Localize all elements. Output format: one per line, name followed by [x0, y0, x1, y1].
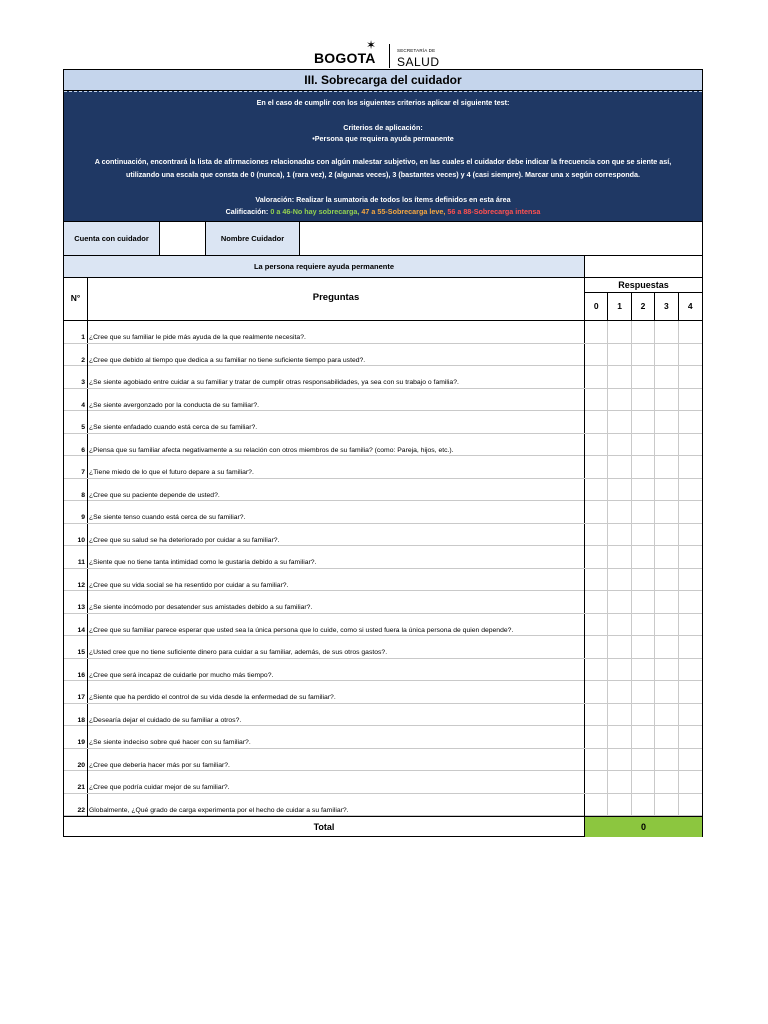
score-mild-burden: 47 a 55-Sobrecarga leve,: [361, 207, 446, 216]
question-cell: [88, 681, 585, 703]
answer-cell-4[interactable]: [679, 794, 702, 816]
column-questions-header: Preguntas: [88, 278, 585, 320]
answer-cell-3[interactable]: [655, 434, 678, 456]
answer-cell-2[interactable]: [632, 501, 655, 523]
answer-cell-1[interactable]: [608, 771, 631, 793]
table-row: [64, 704, 702, 727]
table-row: [64, 546, 702, 569]
answer-cell-1[interactable]: [608, 614, 631, 636]
answer-cell-3[interactable]: [655, 546, 678, 568]
answer-cell-3[interactable]: [655, 771, 678, 793]
answer-cell-0[interactable]: [585, 681, 608, 703]
question-number: [64, 681, 88, 703]
scale-line-2: utilizando una escala que consta de 0 (nunca), 1 (rara vez), 2 (algunas veces), 3 (bastantes veces) y 4 (casi siempre). Marcar una x según corresponda.: [125, 170, 641, 179]
question-cell: [88, 501, 585, 523]
answer-cell-1[interactable]: [608, 546, 631, 568]
answer-cell-1[interactable]: [608, 749, 631, 771]
section-title: III. Sobrecarga del cuidador: [64, 70, 702, 91]
question-number: [64, 434, 88, 456]
table-row: [64, 771, 702, 794]
answer-cell-0[interactable]: [585, 659, 608, 681]
answer-cell-3[interactable]: [655, 659, 678, 681]
answer-cell-1[interactable]: [608, 726, 631, 748]
answer-cell-0[interactable]: [585, 569, 608, 591]
answer-cell-4[interactable]: [679, 411, 702, 433]
question-text: ¿Desearía dejar el cuidado de su familiar a otros?.: [89, 716, 242, 724]
question-text: ¿Cree que será incapaz de cuidarle por mucho más tiempo?.: [89, 671, 274, 679]
question-cell: [88, 389, 585, 411]
option-header: 4: [687, 301, 693, 311]
question-number-text: 16: [77, 671, 85, 679]
answer-cell-1[interactable]: [608, 321, 631, 343]
score-no-burden: 0 a 46-No hay sobrecarga,: [270, 207, 360, 216]
question-cell: [88, 704, 585, 726]
logo-divider: [389, 44, 390, 68]
answer-cell-1[interactable]: [608, 456, 631, 478]
table-row: [64, 321, 702, 344]
answer-cell-2[interactable]: [632, 366, 655, 388]
answer-cell-4[interactable]: [679, 636, 702, 658]
question-number-text: 3: [81, 379, 85, 387]
table-row: [64, 659, 702, 682]
question-text: Globalmente, ¿Qué grado de carga experimenta por el hecho de cuidar a su familiar?.: [89, 806, 349, 814]
question-text: ¿Piensa que su familiar afecta negativamente a su relación con otros miembros de su familia? (como: Pareja, hijos, etc.).: [89, 446, 454, 454]
answer-cell-3[interactable]: [655, 704, 678, 726]
answer-cell-0[interactable]: [585, 501, 608, 523]
answer-cell-3[interactable]: [655, 456, 678, 478]
answer-cell-2[interactable]: [632, 771, 655, 793]
table-row: [64, 636, 702, 659]
column-number-header: N°: [64, 278, 88, 320]
answer-cell-1[interactable]: [608, 659, 631, 681]
question-text: ¿Se siente incómodo por desatender sus amistades debido a su familiar?.: [89, 604, 313, 611]
answer-cell-2[interactable]: [632, 659, 655, 681]
question-number-text: 6: [81, 446, 85, 454]
question-number-text: 7: [81, 469, 85, 477]
question-number: [64, 749, 88, 771]
answer-cell-4[interactable]: [679, 704, 702, 726]
answer-cell-3[interactable]: [655, 366, 678, 388]
table-row: [64, 434, 702, 457]
question-number-text: 21: [77, 784, 85, 792]
answer-cell-3[interactable]: [655, 636, 678, 658]
question-text: ¿Cree que debido al tiempo que dedica a su familiar no tiene suficiente tiempo para usted?.: [89, 356, 366, 364]
question-number: [64, 501, 88, 523]
question-cell: [88, 636, 585, 658]
answer-cell-0[interactable]: [585, 456, 608, 478]
answer-cell-4[interactable]: [679, 726, 702, 748]
question-number-text: 12: [77, 581, 85, 589]
option-header: 0: [585, 293, 608, 320]
answer-cell-0[interactable]: [585, 726, 608, 748]
answer-cell-2[interactable]: [632, 794, 655, 816]
question-number: [64, 524, 88, 546]
answer-cell-4[interactable]: [679, 501, 702, 523]
answer-cell-1[interactable]: [608, 794, 631, 816]
question-cell: [88, 591, 585, 613]
answer-cell-2[interactable]: [632, 569, 655, 591]
answer-cell-1[interactable]: [608, 681, 631, 703]
answer-cell-2[interactable]: [632, 434, 655, 456]
table-row: [64, 794, 702, 817]
answer-cell-3[interactable]: [655, 569, 678, 591]
question-text: ¿Usted cree que no tiene suficiente dinero para cuidar a su familiar, además, de sus otros gastos?.: [89, 649, 388, 656]
table-row: [64, 501, 702, 524]
question-text: ¿Tiene miedo de lo que el futuro depare a su familiar?.: [89, 469, 254, 476]
answer-cell-4[interactable]: [679, 321, 702, 343]
table-row: [64, 389, 702, 412]
question-text: ¿Cree que su paciente depende de usted?.: [89, 491, 220, 499]
question-cell: [88, 524, 585, 546]
question-text: ¿Se siente avergonzado por la conducta de su familiar?.: [89, 401, 260, 409]
question-cell: [88, 569, 585, 591]
answer-cell-4[interactable]: [679, 569, 702, 591]
question-text: ¿Siente que ha perdido el control de su vida desde la enfermedad de su familiar?.: [89, 694, 336, 701]
question-number-text: 13: [77, 604, 85, 612]
question-number-text: 20: [77, 761, 85, 769]
question-number-text: 11: [77, 559, 85, 567]
question-cell: [88, 411, 585, 433]
answer-cell-2[interactable]: [632, 456, 655, 478]
answer-cell-2[interactable]: [632, 749, 655, 771]
answer-cell-0[interactable]: [585, 411, 608, 433]
question-number-text: 4: [81, 401, 85, 409]
table-row: [64, 749, 702, 772]
question-cell: [88, 726, 585, 748]
question-number-text: 2: [81, 356, 85, 364]
answer-cell-4[interactable]: [679, 546, 702, 568]
answer-cell-4[interactable]: [679, 614, 702, 636]
criteria-item: •Persona que requiera ayuda permanente: [312, 134, 454, 143]
answer-cell-3[interactable]: [655, 614, 678, 636]
answer-cell-3[interactable]: [655, 321, 678, 343]
question-text: ¿Se siente indeciso sobre qué hacer con su familiar?.: [89, 739, 251, 746]
question-number: [64, 726, 88, 748]
option-header: 2: [632, 293, 655, 320]
answer-cell-2[interactable]: [632, 614, 655, 636]
question-text: ¿Cree que podría cuidar mejor de su familiar?.: [89, 784, 230, 791]
table-row: [64, 479, 702, 502]
question-cell: [88, 321, 585, 343]
question-text: ¿Cree que debería hacer más por su familiar?.: [89, 761, 230, 769]
answer-cell-3[interactable]: [655, 749, 678, 771]
answer-cell-4[interactable]: [679, 479, 702, 501]
question-cell: [88, 794, 585, 816]
answer-cell-0[interactable]: [585, 771, 608, 793]
nombre-cuidador-label: Nombre Cuidador: [206, 222, 300, 255]
column-answers-header: Respuestas: [585, 278, 702, 293]
answer-cell-0[interactable]: [585, 704, 608, 726]
answer-cell-1[interactable]: [608, 411, 631, 433]
answer-cell-1[interactable]: [608, 501, 631, 523]
scale-line-1: A continuación, encontrará la lista de afirmaciones relacionadas con algún malestar subjetivo, en las cuales el cuidador debe indicar la frecuencia con que se siente así,: [94, 157, 672, 166]
question-number: [64, 456, 88, 478]
answer-cell-0[interactable]: [585, 479, 608, 501]
answer-cell-2[interactable]: [632, 321, 655, 343]
answer-cell-2[interactable]: [632, 546, 655, 568]
answer-cell-4[interactable]: [679, 434, 702, 456]
answer-cell-4[interactable]: [679, 389, 702, 411]
question-number: [64, 591, 88, 613]
answer-cell-2[interactable]: [632, 411, 655, 433]
answer-cell-2[interactable]: [632, 636, 655, 658]
question-cell: [88, 546, 585, 568]
calificacion-line: [64, 207, 702, 216]
answer-cell-0[interactable]: [585, 749, 608, 771]
question-number: [64, 546, 88, 568]
question-cell: [88, 749, 585, 771]
answer-cell-4[interactable]: [679, 344, 702, 366]
question-number: [64, 704, 88, 726]
question-cell: [88, 479, 585, 501]
answer-cell-2[interactable]: [632, 479, 655, 501]
question-number: [64, 479, 88, 501]
cuenta-cuidador-field[interactable]: [160, 222, 206, 255]
question-number: [64, 794, 88, 816]
total-value: 0: [585, 817, 702, 837]
question-number-text: 19: [77, 739, 85, 747]
answer-cell-4[interactable]: [679, 524, 702, 546]
permanent-help-label: La persona requiere ayuda permanente: [64, 256, 585, 277]
permanent-help-row: [64, 256, 702, 278]
question-number-text: 18: [77, 716, 85, 724]
table-row: [64, 411, 702, 434]
question-cell: [88, 659, 585, 681]
criteria-title: Criterios de aplicación:: [343, 123, 423, 132]
logo-city-text: BOGOTA: [314, 50, 376, 66]
question-number: [64, 344, 88, 366]
answer-cell-2[interactable]: [632, 524, 655, 546]
answer-cell-3[interactable]: [655, 591, 678, 613]
question-number: [64, 771, 88, 793]
table-row: [64, 344, 702, 367]
answer-cell-1[interactable]: [608, 636, 631, 658]
logo-salud-text: SALUD: [397, 55, 440, 69]
answer-cell-4[interactable]: [679, 591, 702, 613]
question-number-text: 5: [81, 424, 85, 432]
answer-cell-4[interactable]: [679, 771, 702, 793]
question-number-text: 14: [77, 626, 85, 634]
question-text: ¿Cree que su salud se ha deteriorado por cuidar a su familiar?.: [89, 536, 280, 544]
caregiver-burden-form: [63, 69, 703, 837]
instructions-line: En el caso de cumplir con los siguientes criterios aplicar el siguiente test:: [256, 98, 510, 107]
question-text: ¿Siente que no tiene tanta intimidad como le gustaría debido a su familiar?.: [89, 559, 317, 566]
answer-cell-0[interactable]: [585, 614, 608, 636]
total-row: [64, 816, 702, 837]
caregiver-info-row: [64, 222, 702, 256]
table-row: [64, 726, 702, 749]
answer-cell-0[interactable]: [585, 524, 608, 546]
answer-cell-0[interactable]: [585, 546, 608, 568]
question-text: ¿Se siente tenso cuando está cerca de su familiar?.: [89, 514, 246, 521]
answer-cell-0[interactable]: [585, 636, 608, 658]
option-header: 3: [655, 293, 678, 320]
valoracion-text: Valoración: Realizar la sumatoria de todos los ítems definidos en esta área: [255, 195, 511, 204]
answer-cell-0[interactable]: [585, 321, 608, 343]
question-text: ¿Cree que su familiar le pide más ayuda de la que realmente necesita?.: [89, 334, 306, 341]
instructions-block: [64, 94, 702, 221]
score-intense-burden: 56 a 88-Sobrecarga intensa: [447, 207, 541, 216]
question-number: [64, 659, 88, 681]
question-number: [64, 411, 88, 433]
question-number: [64, 366, 88, 388]
answer-cell-3[interactable]: [655, 344, 678, 366]
answer-cell-3[interactable]: [655, 389, 678, 411]
question-number-text: 22: [77, 806, 85, 814]
answer-cell-0[interactable]: [585, 389, 608, 411]
answer-cell-1[interactable]: [608, 591, 631, 613]
table-row: [64, 524, 702, 547]
answer-cell-3[interactable]: [655, 411, 678, 433]
question-number: [64, 321, 88, 343]
question-cell: [88, 771, 585, 793]
answer-cell-3[interactable]: [655, 681, 678, 703]
table-row: [64, 569, 702, 592]
answer-cell-2[interactable]: [632, 344, 655, 366]
answer-cell-1[interactable]: [608, 479, 631, 501]
star-icon: ✶: [366, 38, 377, 52]
answer-cell-4[interactable]: [679, 749, 702, 771]
answer-cell-0[interactable]: [585, 344, 608, 366]
question-cell: [88, 456, 585, 478]
question-text: ¿Cree que su familiar parece esperar que usted sea la única persona que lo cuide, como si usted fuera la única persona de quien depende?.: [89, 626, 514, 634]
answer-cell-1[interactable]: [608, 366, 631, 388]
answer-cell-4[interactable]: [679, 659, 702, 681]
logo-secretaria-text: SECRETARÍA DE: [397, 48, 436, 53]
question-cell: [88, 434, 585, 456]
answer-cell-3[interactable]: [655, 726, 678, 748]
question-cell: [88, 344, 585, 366]
question-number: [64, 614, 88, 636]
answer-cell-0[interactable]: [585, 794, 608, 816]
question-number-text: 10: [77, 536, 85, 544]
answer-cell-0[interactable]: [585, 366, 608, 388]
answer-cell-0[interactable]: [585, 434, 608, 456]
nombre-cuidador-field[interactable]: [300, 222, 702, 255]
calificacion-label: Calificación:: [225, 207, 269, 216]
question-number-text: 1: [81, 334, 85, 342]
table-row: [64, 366, 702, 389]
question-number-text: 9: [81, 514, 85, 522]
question-number: [64, 569, 88, 591]
question-cell: [88, 614, 585, 636]
question-number: [64, 389, 88, 411]
table-header: [64, 278, 702, 321]
answer-cell-1[interactable]: [608, 704, 631, 726]
question-text: ¿Se siente enfadado cuando está cerca de su familiar?.: [89, 424, 258, 431]
answer-cell-0[interactable]: [585, 591, 608, 613]
question-text: ¿Cree que su vida social se ha resentido por cuidar a su familiar?.: [89, 581, 289, 589]
table-row: [64, 591, 702, 614]
question-number-text: 15: [77, 649, 85, 657]
total-label: Total: [64, 817, 585, 837]
answer-cell-2[interactable]: [632, 726, 655, 748]
answer-cell-1[interactable]: [608, 524, 631, 546]
answer-cell-1[interactable]: [608, 569, 631, 591]
answer-cell-1[interactable]: [608, 434, 631, 456]
question-text: ¿Se siente agobiado entre cuidar a su familiar y tratar de cumplir otras responsabilidades, ya sea con su trabajo o familia?.: [89, 379, 459, 386]
table-row: [64, 614, 702, 637]
option-header: 1: [608, 293, 631, 320]
answer-cell-1[interactable]: [608, 344, 631, 366]
answer-cell-1[interactable]: [608, 389, 631, 411]
answer-cell-3[interactable]: [655, 524, 678, 546]
answer-cell-2[interactable]: [632, 681, 655, 703]
question-number-text: 17: [77, 694, 85, 702]
answer-cell-4[interactable]: [679, 681, 702, 703]
bogota-salud-logo: [314, 38, 454, 68]
answer-cell-3[interactable]: [655, 479, 678, 501]
question-number-text: 8: [81, 491, 85, 499]
answer-cell-3[interactable]: [655, 501, 678, 523]
answer-cell-4[interactable]: [679, 366, 702, 388]
table-row: [64, 681, 702, 704]
answer-cell-2[interactable]: [632, 591, 655, 613]
table-row: [64, 456, 702, 479]
cuenta-cuidador-label: Cuenta con cuidador: [64, 222, 160, 255]
question-number: [64, 636, 88, 658]
answer-cell-2[interactable]: [632, 389, 655, 411]
answer-cell-3[interactable]: [655, 794, 678, 816]
answer-cell-4[interactable]: [679, 456, 702, 478]
question-cell: [88, 366, 585, 388]
answer-cell-2[interactable]: [632, 704, 655, 726]
